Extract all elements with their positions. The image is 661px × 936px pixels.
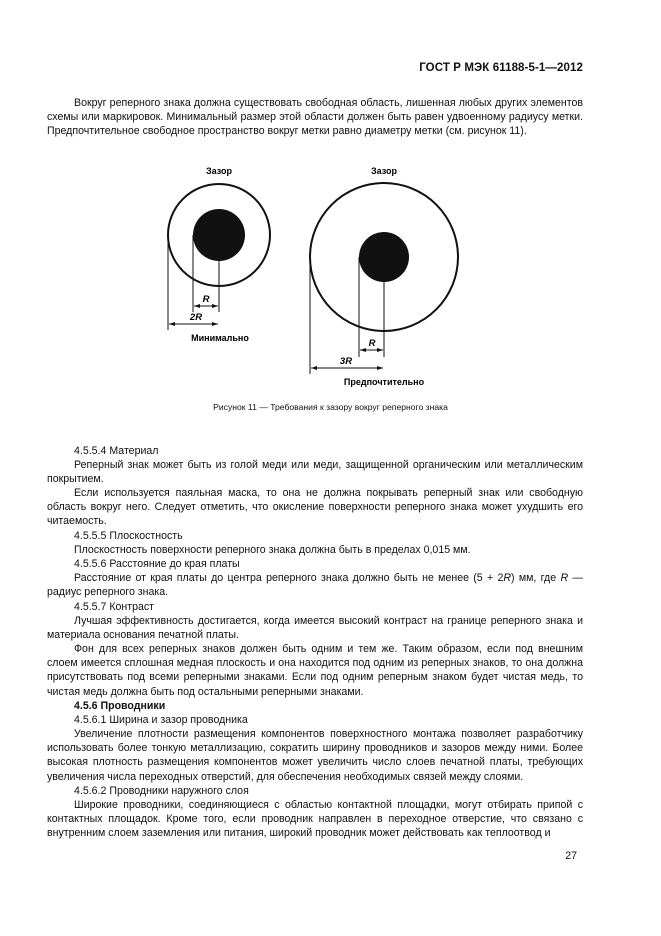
arrowhead xyxy=(169,322,175,326)
dimension-label-3r: 3R xyxy=(339,356,353,367)
arrowhead xyxy=(311,366,317,370)
paragraph: Плоскостность поверхности реперного знака должна быть в пределах 0,015 мм. xyxy=(74,544,471,556)
caption-preferred: Предпочтительно xyxy=(343,377,425,387)
section-heading-456: 4.5.6 Проводники xyxy=(74,700,166,712)
paragraph: Лучшая эффективность достигается, когда имеется высокий контраст на границе реперного знака и материала основания печатной платы. xyxy=(47,615,583,642)
arrowhead xyxy=(194,304,200,308)
section-heading-4561: 4.5.6.1 Ширина и зазор проводника xyxy=(74,714,248,726)
paragraph: Увеличение плотности размещения компонентов поверхностного монтажа позволяет разработчику использовать более тонкую металлизацию, сократить ширину проводников и зазоров между ними. Более высокая плотность размещения компонентов может увеличить число слоев печатной платы, требующих увеличения числа переходных отверстий, для обеспечения необходимых связей между слоями. xyxy=(47,728,583,783)
section-heading-4557: 4.5.5.7 Контраст xyxy=(74,601,155,613)
figure-11 xyxy=(0,150,661,400)
arrowhead xyxy=(212,304,218,308)
section-heading-4554: 4.5.5.4 Материал xyxy=(74,445,159,457)
arrowhead xyxy=(377,366,383,370)
diagram-preferred xyxy=(310,166,458,387)
diagram-minimal xyxy=(168,166,270,343)
intro-paragraph: Вокруг реперного знака должна существовать свободная область, лишенная любых других элементов схемы или маркировок. Минимальный размер этой области должен быть равен удвоенному радиусу метки. Предпочтительное свободное пространство вокруг метки равно диаметру метки (см. рисунок 11). xyxy=(47,97,583,138)
dimension-label-r: R xyxy=(202,294,210,305)
paragraph: Широкие проводники, соединяющиеся с областью контактной площадки, могут отбирать припой с контактных площадок. Кроме того, если проводник направлен в переходное отверстие, что связано с внутренним слоем заземления или питания, широкий проводник может действовать как теплоотвод и xyxy=(47,799,583,840)
section-heading-4556: 4.5.5.6 Расстояние до края платы xyxy=(74,558,240,570)
caption-minimal: Минимально xyxy=(191,333,249,343)
gap-label-preferred: Зазор xyxy=(371,166,397,176)
paragraph: Фон для всех реперных знаков должен быть одним и тем же. Таким образом, если под внешним слоем имеется сплошная медная плоскость и она находится под одним из реперных знаков, то она должна присутствовать под всеми реперными знаками. Если под одним реперным знаком будет чистая медь, то чистая медь должна быть под остальными реперными знаками. xyxy=(47,643,583,698)
document-header: ГОСТ Р МЭК 61188-5-1—2012 xyxy=(419,62,583,74)
figure-caption: Рисунок 11 — Требования к зазору вокруг реперного знака xyxy=(213,402,448,412)
paragraph-edge-distance: Расстояние от края платы до центра реперного знака должно быть не менее (5 + 2R) мм, где R — радиус реперного знака. xyxy=(47,572,583,599)
dimension-label-2r: 2R xyxy=(189,312,203,323)
section-heading-4562: 4.5.6.2 Проводники наружного слоя xyxy=(74,785,249,797)
paragraph: Если используется паяльная маска, то она не должна покрывать реперный знак или свободную область вокруг него. Следует отметить, что окисление поверхности реперного знака может ухудшить его читаемость. xyxy=(47,487,583,528)
arrowhead xyxy=(212,322,218,326)
arrowhead xyxy=(377,348,383,352)
paragraph: Реперный знак может быть из голой меди или меди, защищенной органическим или металлическим покрытием. xyxy=(47,459,583,486)
arrowhead xyxy=(360,348,366,352)
gap-label-minimal: Зазор xyxy=(206,166,232,176)
dimension-label-r: R xyxy=(368,338,376,349)
section-heading-4555: 4.5.5.5 Плоскостность xyxy=(74,530,183,542)
page-number: 27 xyxy=(565,850,577,862)
